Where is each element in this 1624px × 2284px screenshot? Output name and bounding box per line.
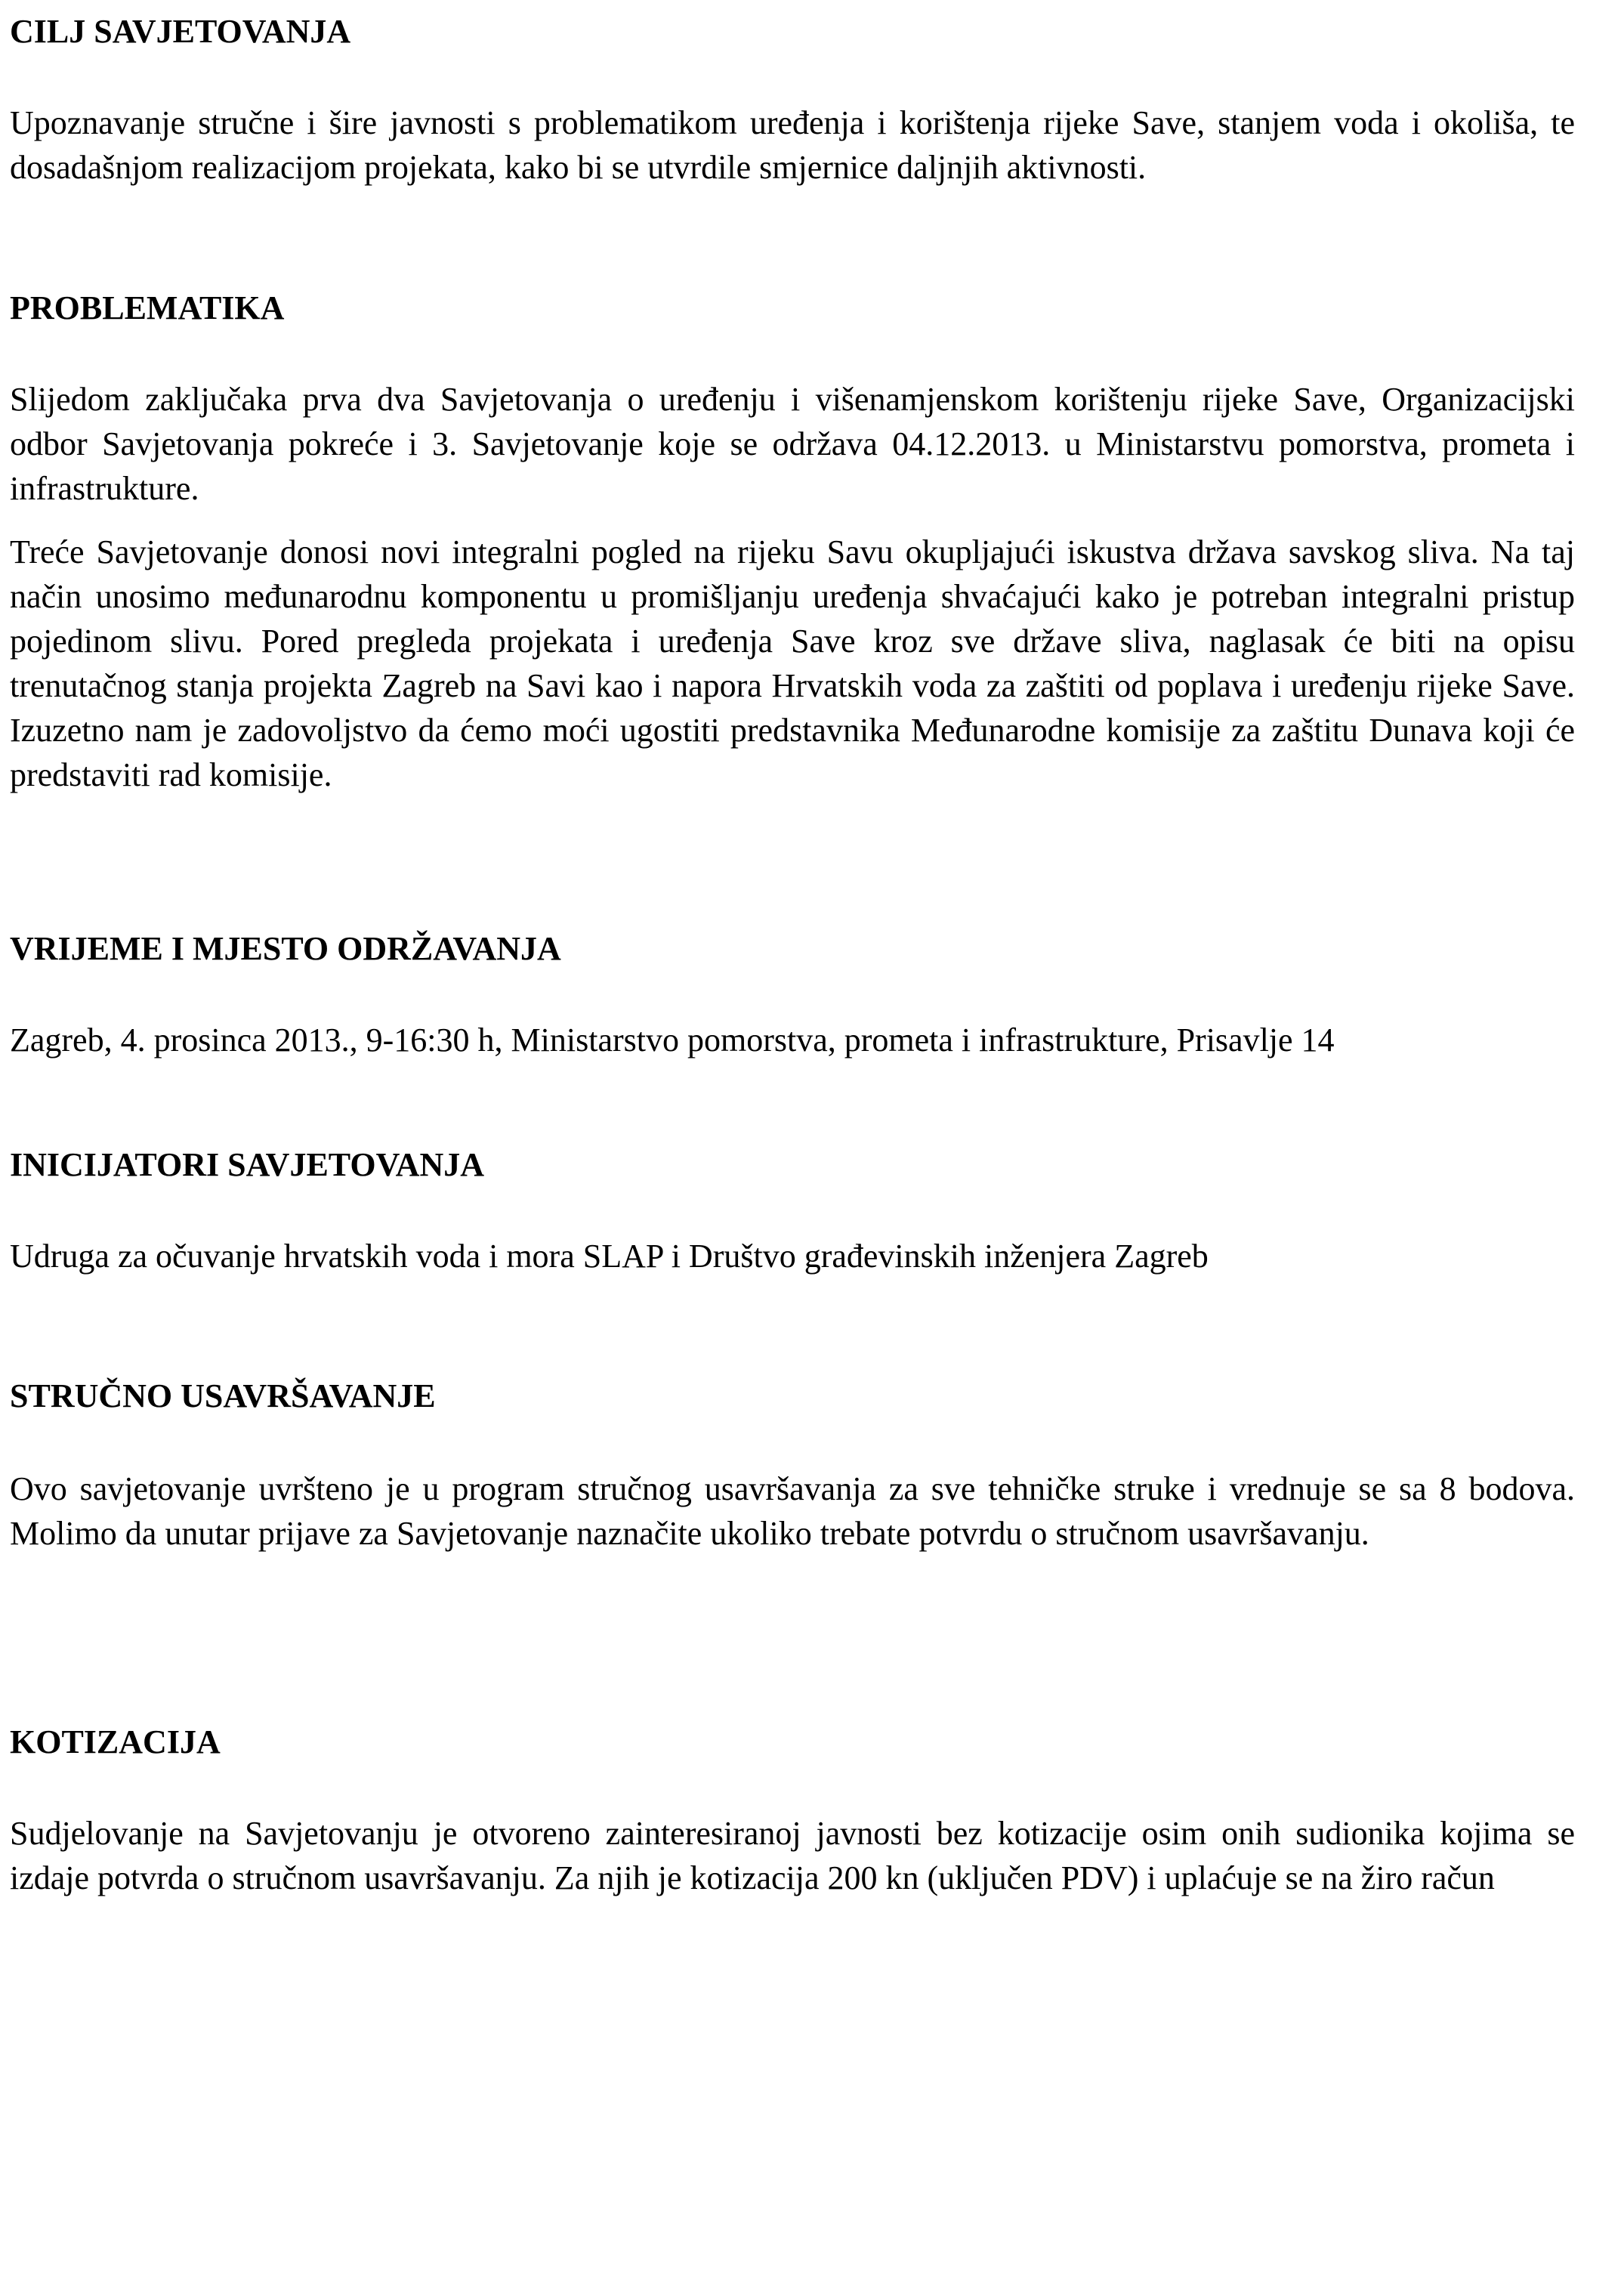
section-paragraph-strucno: Ovo savjetovanje uvršteno je u program stručnog usavršavanja za sve tehničke struke i vrednuje se sa 8 bodova. Molimo da unutar prijave za Savjetovanje naznačite ukoliko trebate potvrdu o stručnom usavršavanju. xyxy=(10,1470,1575,1552)
section-paragraph-kotizacija: Sudjelovanje na Savjetovanju je otvoreno zainteresiranoj javnosti bez kotizacije osim onih sudionika kojima se izdaje potvrda o stručnom usavršavanju. Za njih je kotizacija 200 kn (uključen PDV) i uplaćuje se na žiro račun xyxy=(10,1815,1575,1896)
section-paragraph-problematika-1: Slijedom zaključaka prva dva Savjetovanja o uređenju i višenamjenskom korištenju rijeke Save, Organizacijski odbor Savjetovanja pokreće i 3. Savjetovanje koje se održava 04.12.2013. u Ministarstvu pomorstva, prometa i infrastrukture. xyxy=(10,381,1575,507)
section-kotizacija xyxy=(10,1720,1575,1900)
section-heading-cilj: CILJ SAVJETOVANJA xyxy=(10,13,351,50)
section-cilj xyxy=(10,9,1575,190)
section-heading-kotizacija: KOTIZACIJA xyxy=(10,1723,221,1760)
section-heading-inicijatori: INICIJATORI SAVJETOVANJA xyxy=(10,1146,485,1183)
section-paragraph-cilj: Upoznavanje stručne i šire javnosti s problematikom uređenja i korištenja rijeke Save, stanjem voda i okoliša, te dosadašnjom realizacijom projekata, kako bi se utvrdile smjernice daljnjih aktivnosti. xyxy=(10,104,1575,186)
section-strucno xyxy=(10,1374,1575,1556)
section-heading-vrijeme: VRIJEME I MJESTO ODRŽAVANJA xyxy=(10,930,561,967)
section-heading-strucno: STRUČNO USAVRŠAVANJE xyxy=(10,1377,436,1414)
section-problematika xyxy=(10,286,1575,797)
section-vrijeme xyxy=(10,926,1575,1062)
section-inicijatori xyxy=(10,1142,1575,1278)
section-paragraph-vrijeme: Zagreb, 4. prosinca 2013., 9-16:30 h, Ministarstvo pomorstva, prometa i infrastrukture, Prisavlje 14 xyxy=(10,1021,1335,1059)
section-paragraph-inicijatori: Udruga za očuvanje hrvatskih voda i mora SLAP i Društvo građevinskih inženjera Zagreb xyxy=(10,1238,1209,1275)
section-heading-problematika: PROBLEMATIKA xyxy=(10,289,285,326)
section-paragraph-problematika-2: Treće Savjetovanje donosi novi integralni pogled na rijeku Savu okupljajući iskustva država savskog sliva. Na taj način unosimo međunarodnu komponentu u promišljanju uređenja shvaćajući kako je potreban integralni pristup pojedinom slivu. Pored pregleda projekata i uređenja Save kroz sve države sliva, naglasak će biti na opisu trenutačnog stanja projekta Zagreb na Savi kao i napora Hrvatskih voda za zaštiti od poplava i uređenju rijeke Save. Izuzetno nam je zadovoljstvo da ćemo moći ugostiti predstavnika Međunarodne komisije za zaštitu Dunava koji će predstaviti rad komisije. xyxy=(10,533,1575,793)
